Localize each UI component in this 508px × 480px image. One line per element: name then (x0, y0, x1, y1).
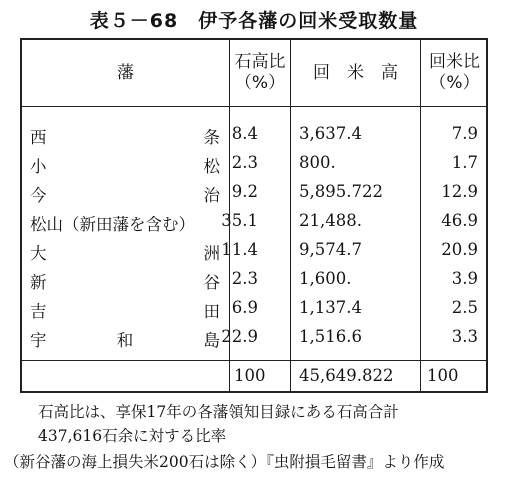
domain-name: 吉 田 (30, 302, 220, 321)
domain-name: 新 谷 (30, 273, 220, 292)
total-rice-ratio: 100 (427, 366, 459, 385)
table-title: 表５－68 伊予各藩の回米受取数量 (89, 10, 419, 32)
domain-name: 西 条 (30, 128, 220, 147)
header-domain: 藩 (117, 62, 134, 83)
rice-ratio-cell: 3.3 (451, 327, 478, 346)
rice-cell: 1,137.4 (299, 298, 362, 317)
header-rice-ratio-line1: 回米比 (429, 52, 480, 72)
note-line-1: 石高比は、享保17年の各藩領知目録にある石高合計 (38, 403, 399, 421)
note-line-3: （新谷藩の海上損失米200石は除く）『虫附損毛留書』より作成 (4, 453, 445, 471)
rice-cell: 21,488. (299, 211, 362, 230)
table-row (22, 120, 486, 150)
rice-cell: 1,516.6 (299, 327, 362, 346)
rice-cell: 1,600. (299, 269, 352, 288)
rice-ratio-cell: 3.9 (451, 269, 478, 288)
table-row (22, 265, 486, 295)
rice-ratio-cell: 46.9 (441, 211, 478, 230)
table-row (22, 207, 486, 237)
ratio-cell: 6.9 (231, 298, 258, 317)
rice-cell: 3,637.4 (299, 124, 362, 143)
header-divider (22, 106, 486, 107)
header-rice: 回 米 高 (313, 62, 398, 83)
rice-cell: 5,895.722 (299, 182, 383, 201)
rice-ratio-cell: 12.9 (441, 182, 478, 201)
domain-name: 宇 和 島 (30, 331, 220, 350)
ratio-cell: 2.3 (231, 153, 258, 172)
rice-ratio-cell: 20.9 (441, 240, 478, 259)
rice-receipt-table (20, 38, 488, 393)
rice-cell: 800. (299, 153, 336, 172)
rice-ratio-cell: 2.5 (451, 298, 478, 317)
table-row (22, 236, 486, 266)
ratio-cell: 2.3 (231, 269, 258, 288)
header-rice-ratio-line2: （%） (429, 73, 480, 93)
ratio-cell: 22.9 (221, 327, 258, 346)
table-row (22, 178, 486, 208)
total-row (22, 360, 486, 393)
table-row (22, 149, 486, 179)
domain-name: 松山（新田藩を含む） (30, 215, 195, 234)
ratio-cell: 35.1 (221, 211, 258, 230)
header-ratio-line2: （%） (234, 73, 286, 93)
total-ratio: 100 (234, 366, 266, 385)
domain-name: 大 洲 (30, 244, 220, 263)
ratio-cell: 8.4 (231, 124, 258, 143)
rice-cell: 9,574.7 (299, 240, 362, 259)
domain-name: 今 治 (30, 186, 220, 205)
total-rice: 45,649.822 (299, 366, 394, 385)
ratio-cell: 11.4 (221, 240, 258, 259)
domain-name: 小 松 (30, 157, 220, 176)
header-ratio (230, 40, 290, 106)
header-ratio-line1: 石高比 (234, 52, 286, 72)
ratio-cell: 9.2 (231, 182, 258, 201)
header-rice-ratio (421, 40, 488, 106)
table-row (22, 323, 486, 353)
table-row (22, 294, 486, 324)
rice-ratio-cell: 7.9 (451, 124, 478, 143)
rice-ratio-cell: 1.7 (451, 153, 478, 172)
note-line-2: 437,616石余に対する比率 (38, 427, 227, 445)
